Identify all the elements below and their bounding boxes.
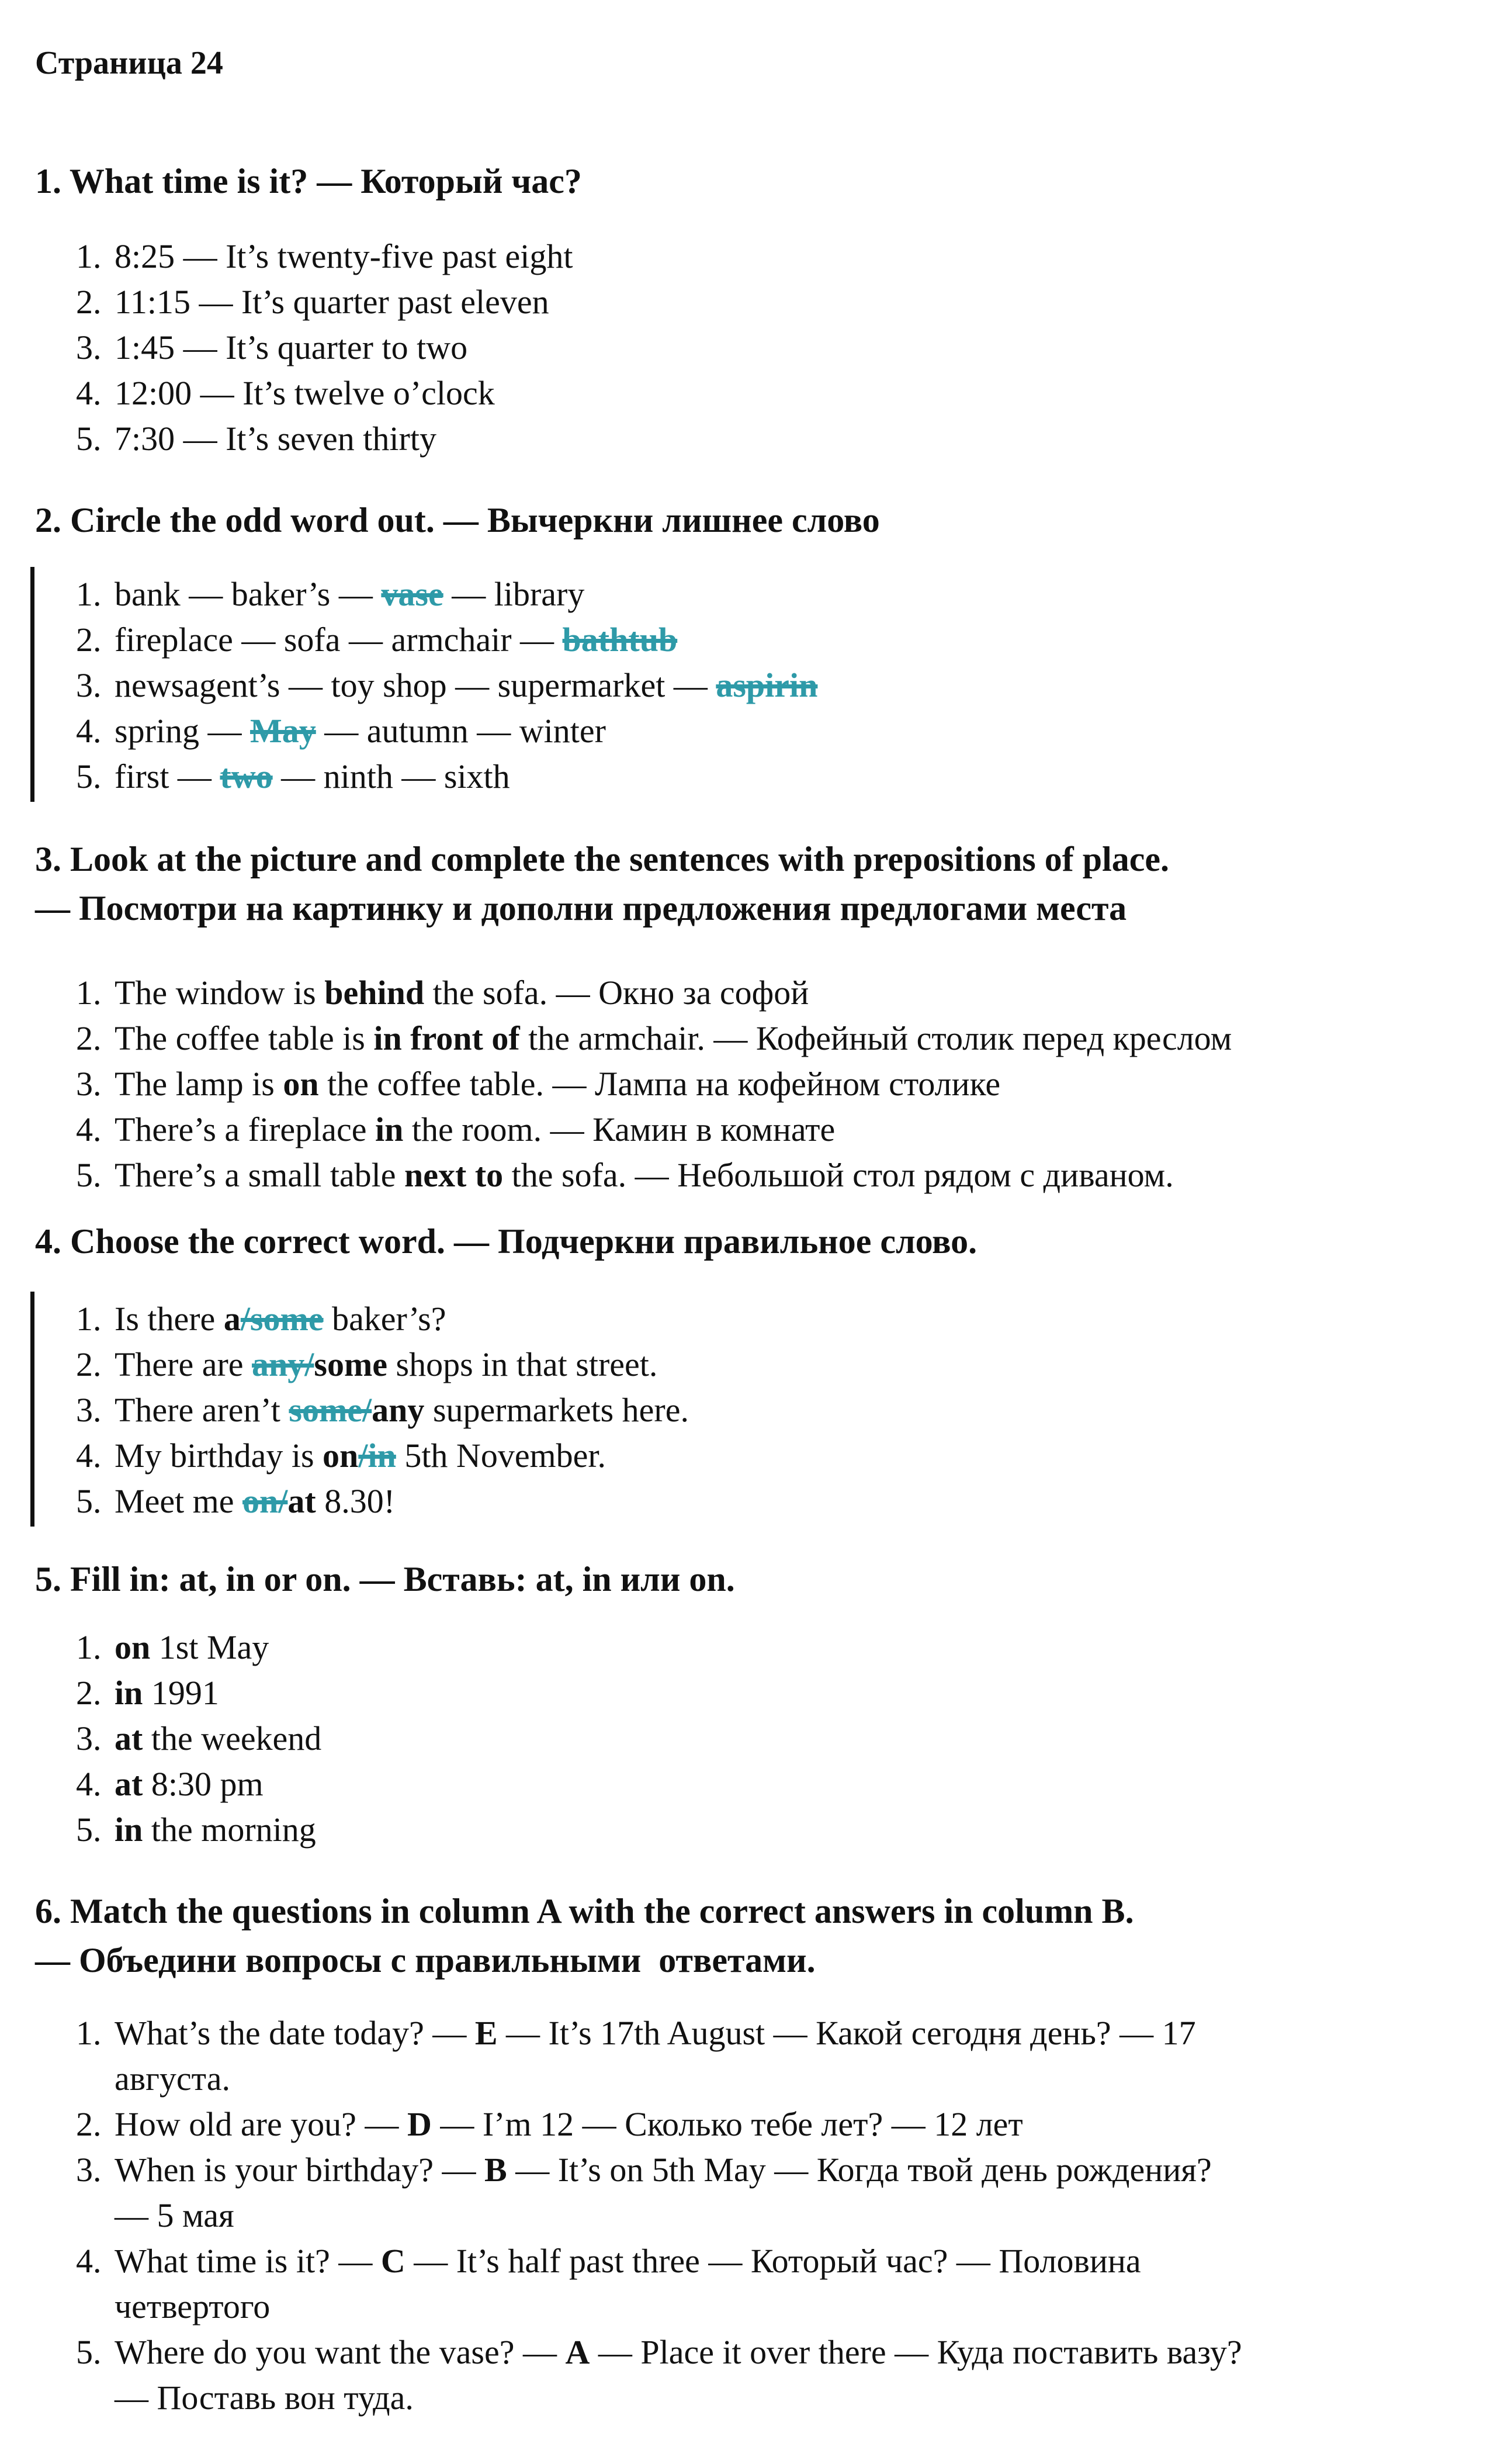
exercise-4-title bbox=[35, 1217, 1464, 1266]
item-number: 1. bbox=[76, 237, 102, 275]
item-text: 8:25 — It’s twenty-five past eight bbox=[115, 237, 573, 275]
item-text: in the morning bbox=[115, 1811, 316, 1849]
list-item bbox=[76, 1807, 1464, 1853]
list-item bbox=[76, 754, 1464, 800]
item-number: 3. bbox=[76, 1065, 102, 1103]
struck-word: /in bbox=[358, 1437, 396, 1475]
list-item bbox=[76, 663, 1464, 708]
list-item bbox=[76, 234, 1464, 279]
exercise-title-line: 5. Fill in: at, in or on. — Вставь: at, in или on. bbox=[35, 1560, 735, 1598]
item-text: at 8:30 pm bbox=[115, 1765, 264, 1803]
exercise-title-line: — Объедини вопросы с правильными ответами. bbox=[35, 1941, 816, 1979]
list-item bbox=[76, 279, 1464, 325]
list-item bbox=[76, 708, 1464, 754]
list-item bbox=[76, 416, 1464, 462]
struck-word: some/ bbox=[289, 1391, 372, 1429]
item-number: 1. bbox=[76, 575, 102, 613]
item-number: 5. bbox=[76, 757, 102, 795]
item-number: 4. bbox=[76, 1437, 102, 1475]
item-number: 5. bbox=[76, 1156, 102, 1194]
list-item bbox=[76, 1762, 1464, 1807]
item-number: 2. bbox=[76, 1674, 102, 1712]
exercise-title-line: 2. Circle the odd word out. — Вычеркни лишнее слово bbox=[35, 501, 880, 539]
item-number: 4. bbox=[76, 374, 102, 412]
item-text: 11:15 — It’s quarter past eleven bbox=[115, 283, 549, 321]
item-text: There aren’t some/any supermarkets here. bbox=[115, 1391, 689, 1429]
exercise-5 bbox=[35, 1555, 1464, 1853]
item-text: newsagent’s — toy shop — supermarket — aspirin bbox=[115, 666, 818, 704]
exercise-1-title bbox=[35, 157, 1464, 206]
list-item bbox=[76, 1479, 1464, 1524]
item-number: 5. bbox=[76, 420, 102, 458]
item-text: Where do you want the vase? — A — Place it over there — Куда поставить вазу? — Поставь вон туда. bbox=[115, 2333, 1242, 2417]
exercise-title-line: 6. Match the questions in column A with the correct answers in column B. bbox=[35, 1892, 1134, 1930]
list-item bbox=[76, 2147, 1464, 2238]
list-item bbox=[76, 1016, 1464, 1061]
exercise-4 bbox=[35, 1217, 1464, 1524]
struck-word: May bbox=[250, 712, 316, 750]
item-text: first — two — ninth — sixth bbox=[115, 757, 510, 795]
list-item bbox=[76, 2330, 1464, 2421]
item-text: 12:00 — It’s twelve o’clock bbox=[115, 374, 495, 412]
list-item bbox=[76, 1433, 1464, 1479]
list-item bbox=[76, 1342, 1464, 1387]
item-text: There’s a small table next to the sofa. — Небольшой стол рядом с диваном. bbox=[115, 1156, 1174, 1194]
exercise-4-list bbox=[76, 1296, 1464, 1524]
item-number: 2. bbox=[76, 283, 102, 321]
item-text: on 1st May bbox=[115, 1628, 269, 1666]
item-number: 5. bbox=[76, 1811, 102, 1849]
item-text: How old are you? — D — I’m 12 — Сколько тебе лет? — 12 лет bbox=[115, 2105, 1023, 2143]
item-number: 2. bbox=[76, 2105, 102, 2143]
item-number: 2. bbox=[76, 1019, 102, 1057]
exercise-3 bbox=[35, 835, 1464, 1198]
item-number: 3. bbox=[76, 328, 102, 366]
item-text: What time is it? — C — It’s half past three — Который час? — Половина четвертого bbox=[115, 2242, 1141, 2325]
item-text: The lamp is on the coffee table. — Лампа на кофейном столике bbox=[115, 1065, 1001, 1103]
item-text: Is there a/some baker’s? bbox=[115, 1300, 446, 1338]
list-item bbox=[76, 2238, 1464, 2330]
exercise-title-line: 1. What time is it? — Который час? bbox=[35, 162, 582, 200]
item-number: 3. bbox=[76, 1391, 102, 1429]
list-item bbox=[76, 2010, 1464, 2102]
change-bar bbox=[30, 1292, 34, 1527]
item-number: 4. bbox=[76, 1110, 102, 1148]
list-item bbox=[76, 2102, 1464, 2147]
item-number: 1. bbox=[76, 1628, 102, 1666]
item-text: My birthday is on/in 5th November. bbox=[115, 1437, 606, 1475]
item-text: The coffee table is in front of the armchair. — Кофейный столик перед креслом bbox=[115, 1019, 1232, 1057]
list-item bbox=[76, 1296, 1464, 1342]
item-number: 5. bbox=[76, 1482, 102, 1520]
item-number: 3. bbox=[76, 666, 102, 704]
item-text: When is your birthday? — B — It’s on 5th May — Когда твой день рождения? — 5 мая bbox=[115, 2151, 1212, 2234]
exercise-3-list bbox=[76, 970, 1464, 1198]
item-number: 3. bbox=[76, 2151, 102, 2189]
list-item bbox=[76, 1107, 1464, 1153]
struck-word: aspirin bbox=[716, 666, 818, 704]
item-number: 3. bbox=[76, 1719, 102, 1757]
list-item bbox=[76, 325, 1464, 371]
exercise-2-list bbox=[76, 572, 1464, 800]
item-number: 2. bbox=[76, 621, 102, 659]
item-number: 1. bbox=[76, 974, 102, 1012]
item-text: 1:45 — It’s quarter to two bbox=[115, 328, 468, 366]
item-number: 4. bbox=[76, 1765, 102, 1803]
item-text: Meet me on/at 8.30! bbox=[115, 1482, 396, 1520]
list-item bbox=[76, 1670, 1464, 1716]
item-text: spring — May — autumn — winter bbox=[115, 712, 606, 750]
item-text: fireplace — sofa — armchair — bathtub bbox=[115, 621, 678, 659]
item-number: 5. bbox=[76, 2333, 102, 2371]
exercise-title-line: 3. Look at the picture and complete the sentences with prepositions of place. bbox=[35, 840, 1170, 878]
exercise-6-list bbox=[76, 2010, 1464, 2421]
list-item bbox=[76, 1625, 1464, 1670]
item-number: 1. bbox=[76, 2014, 102, 2052]
struck-word: vase bbox=[381, 575, 443, 613]
list-item bbox=[76, 1061, 1464, 1107]
exercise-6-title bbox=[35, 1887, 1464, 1985]
item-text: 7:30 — It’s seven thirty bbox=[115, 420, 436, 458]
exercise-3-title bbox=[35, 835, 1464, 933]
page-header: Страница 24 bbox=[35, 45, 223, 81]
item-number: 2. bbox=[76, 1345, 102, 1383]
item-text: There’s a fireplace in the room. — Камин в комнате bbox=[115, 1110, 836, 1148]
list-item bbox=[76, 572, 1464, 617]
exercise-6 bbox=[35, 1887, 1464, 2421]
struck-word: two bbox=[220, 757, 273, 795]
list-item bbox=[76, 371, 1464, 416]
item-text: at the weekend bbox=[115, 1719, 322, 1757]
exercise-2-title bbox=[35, 496, 1464, 545]
exercise-5-title bbox=[35, 1555, 1464, 1604]
struck-word: bathtub bbox=[562, 621, 678, 659]
item-text: There are any/some shops in that street. bbox=[115, 1345, 658, 1383]
exercise-2 bbox=[35, 496, 1464, 800]
item-number: 1. bbox=[76, 1300, 102, 1338]
list-item bbox=[76, 1153, 1464, 1198]
exercise-1-list bbox=[76, 234, 1464, 462]
item-text: The window is behind the sofa. — Окно за софой bbox=[115, 974, 809, 1012]
item-number: 4. bbox=[76, 712, 102, 750]
struck-word: any/ bbox=[252, 1345, 314, 1383]
list-item bbox=[76, 970, 1464, 1016]
list-item bbox=[76, 617, 1464, 663]
struck-word: on/ bbox=[242, 1482, 288, 1520]
exercise-1 bbox=[35, 157, 1464, 462]
list-item bbox=[76, 1716, 1464, 1762]
struck-word: /some bbox=[240, 1300, 324, 1338]
change-bar bbox=[30, 567, 34, 802]
exercise-title-line: — Посмотри на картинку и дополни предложения предлогами места bbox=[35, 889, 1127, 928]
item-text: in 1991 bbox=[115, 1674, 219, 1712]
item-text: bank — baker’s — vase — library bbox=[115, 575, 585, 613]
exercise-5-list bbox=[76, 1625, 1464, 1853]
exercise-title-line: 4. Choose the correct word. — Подчеркни правильное слово. bbox=[35, 1222, 978, 1261]
list-item bbox=[76, 1387, 1464, 1433]
item-number: 4. bbox=[76, 2242, 102, 2280]
item-text: What’s the date today? — E — It’s 17th August — Какой сегодня день? — 17 августа. bbox=[115, 2014, 1196, 2098]
